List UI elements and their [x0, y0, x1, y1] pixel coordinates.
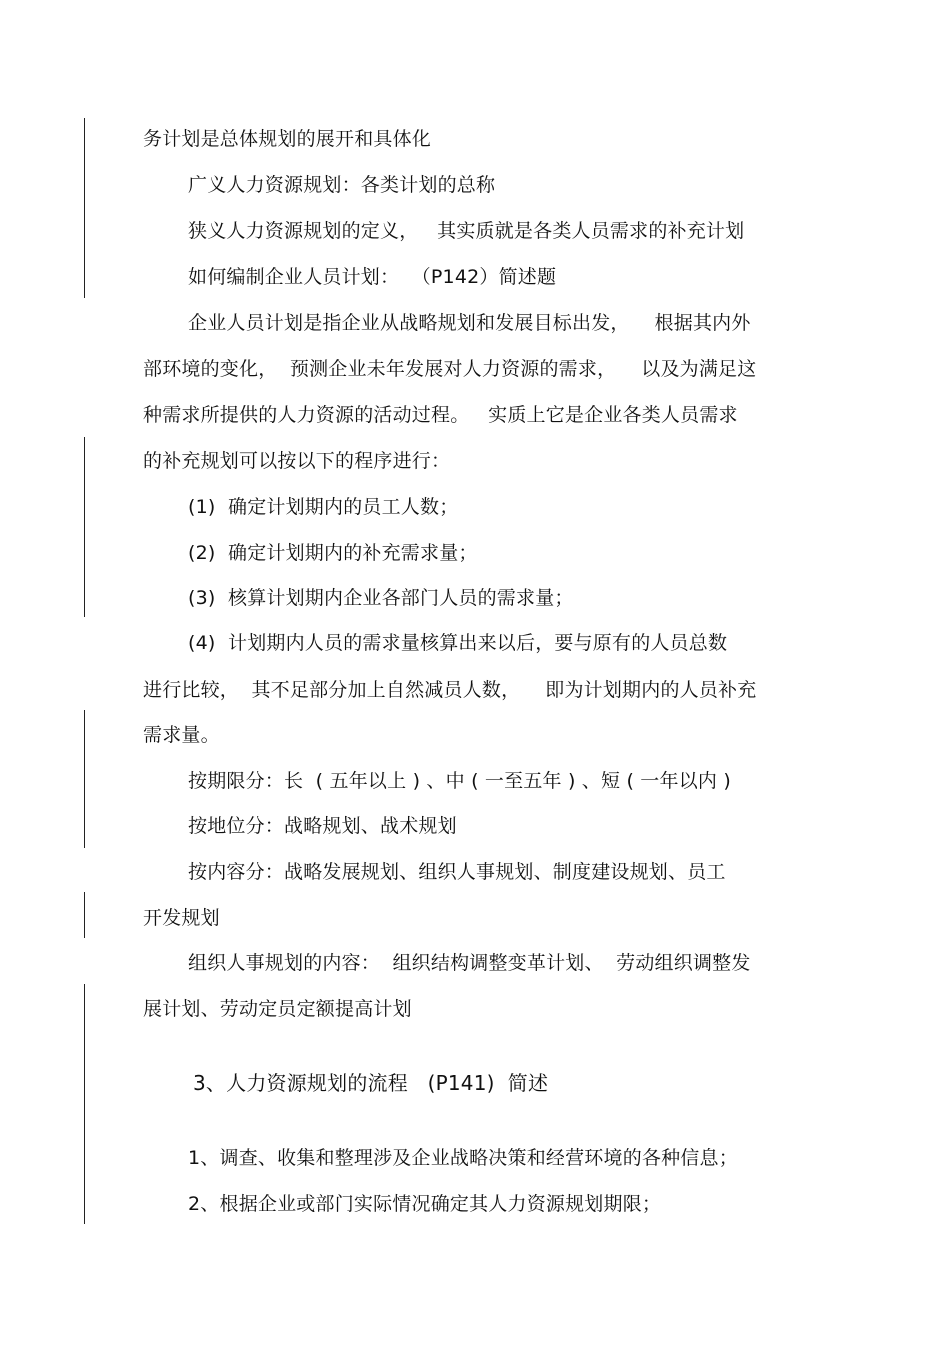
text-line: 组织人事规划的内容： 组织结构调整变革计划、 劳动组织调整发 [188, 952, 751, 974]
list-item: (4) 计划期内人员的需求量核算出来以后，要与原有的人员总数 [188, 632, 728, 654]
list-item: (2) 确定计划期内的补充需求量； [188, 542, 478, 564]
text-line: 如何编制企业人员计划： （P142）简述题 [188, 266, 557, 288]
text-line: 的补充规划可以按以下的程序进行： [143, 450, 451, 472]
text-line: 开发规划 [143, 907, 220, 929]
margin-bar [84, 710, 85, 848]
list-item: (3) 核算计划期内企业各部门人员的需求量； [188, 587, 574, 609]
text-line: 按期限分：长 ( 五年以上 ) 、中 ( 一至五年 ) 、短 ( 一年以内 ) [188, 770, 731, 792]
text-line: 需求量。 [143, 724, 220, 746]
list-item: 2、根据企业或部门实际情况确定其人力资源规划期限； [188, 1193, 662, 1215]
text-line: 进行比较， 其不足部分加上自然减员人数， 即为计划期内的人员补充 [143, 679, 757, 701]
margin-bar [84, 118, 85, 298]
margin-bar [84, 984, 85, 1224]
text-line: 广义人力资源规划：各类计划的总称 [188, 174, 496, 196]
text-line: 狭义人力资源规划的定义， 其实质就是各类人员需求的补充计划 [188, 220, 745, 242]
text-line: 部环境的变化， 预测企业未年发展对人力资源的需求， 以及为满足这 [143, 358, 757, 380]
text-line: 展计划、劳动定员定额提高计划 [143, 998, 412, 1020]
text-line: 企业人员计划是指企业从战略规划和发展目标出发， 根据其内外 [188, 312, 751, 334]
section-heading: 3、人力资源规划的流程 (P141) 简述 [193, 1071, 549, 1095]
margin-bar [84, 892, 85, 938]
list-item: 1、调查、收集和整理涉及企业战略决策和经营环境的各种信息； [188, 1147, 738, 1169]
text-line: 按地位分：战略规划、战术规划 [188, 815, 457, 837]
margin-bar [84, 437, 85, 617]
text-line: 按内容分：战略发展规划、组织人事规划、制度建设规划、员工 [188, 861, 726, 883]
text-line: 务计划是总体规划的展开和具体化 [143, 128, 432, 150]
text-line: 种需求所提供的人力资源的活动过程。 实质上它是企业各类人员需求 [143, 404, 738, 426]
list-item: (1) 确定计划期内的员工人数； [188, 496, 459, 518]
